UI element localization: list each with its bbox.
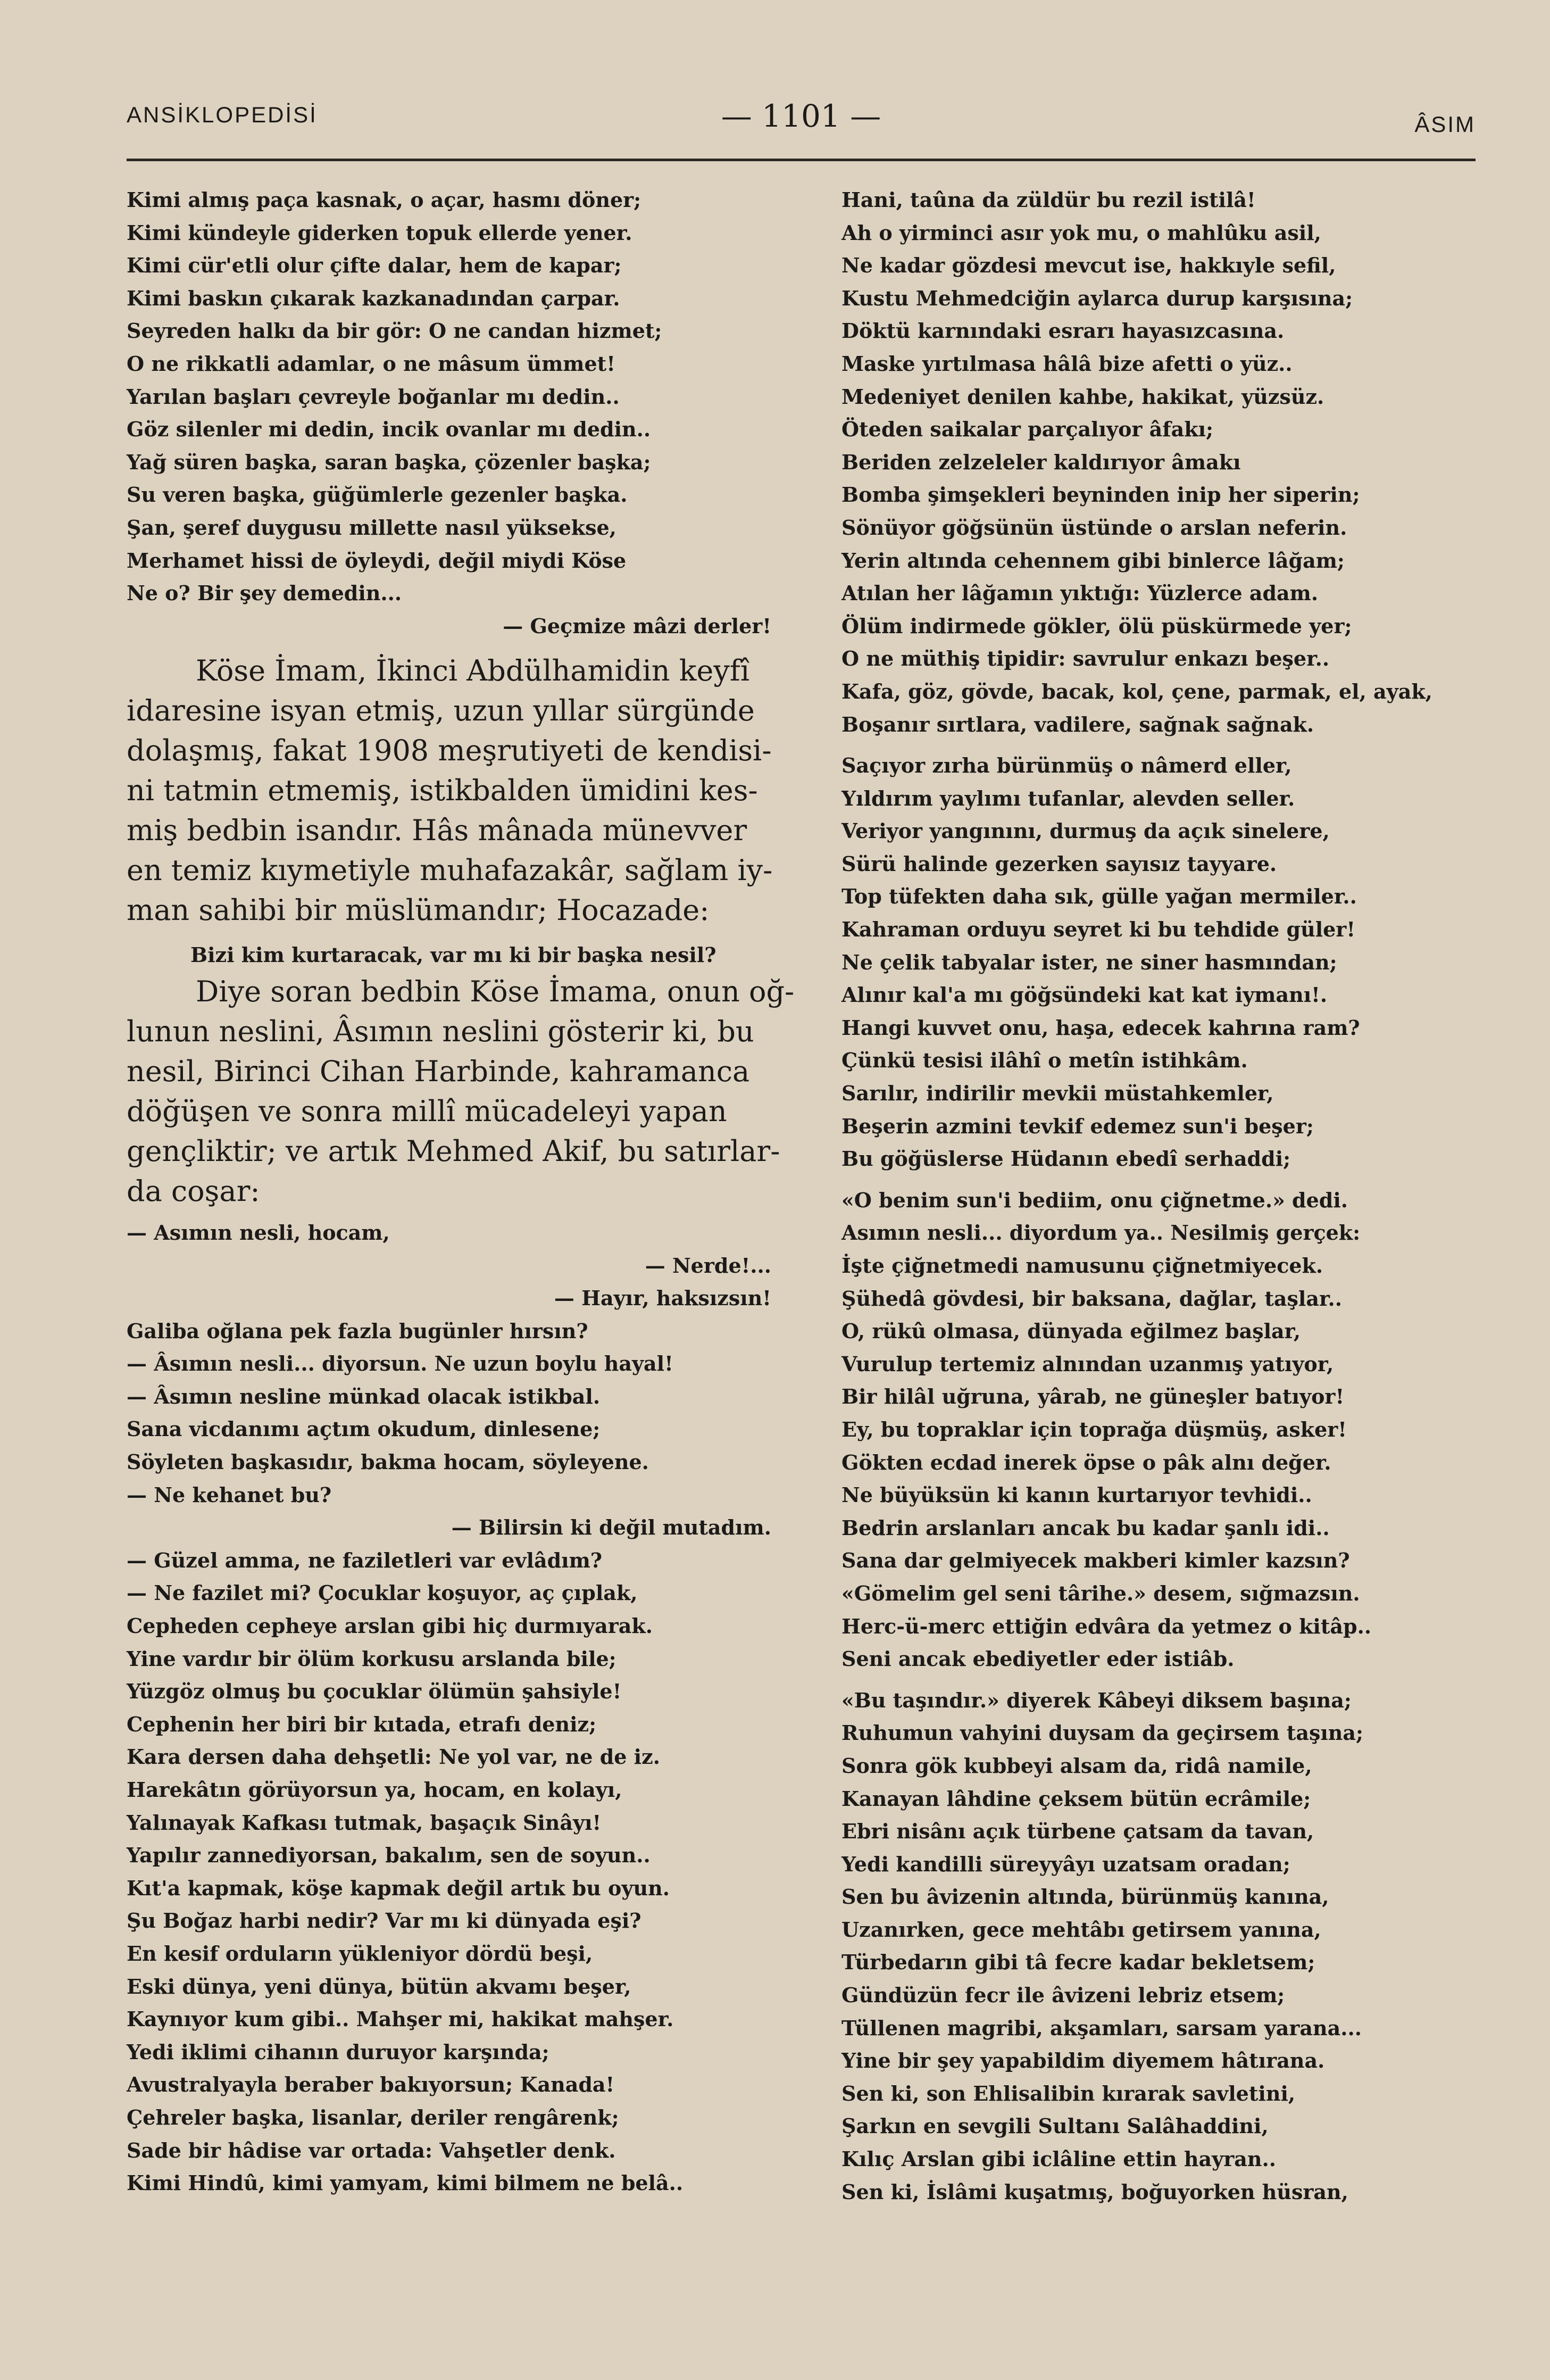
verse-line: Alınır kal'a mı göğsündeki kat kat iymanı!. [841,983,1328,1007]
verse-line: Kahraman orduyu seyret ki bu tehdide güler! [841,917,1356,942]
verse-line: Herc-ü-merc ettiğin edvâra da yetmez o kitâp.. [841,1614,1372,1638]
prose-line: ni tatmin etmemiş, istikbalden ümidini kes- [127,774,758,808]
verse-line: Boşanır sırtlara, vadilere, sağnak sağnak. [841,712,1314,736]
verse-line: O ne rikkatli adamlar, o ne mâsum ümmet! [127,351,615,376]
quote-line: Bizi kim kurtaracak, var mı ki bir başka nesil? [190,943,716,967]
prose-line: döğüşen ve sonra millî mücadeleyi yapan [127,1094,727,1128]
prose-line: en temiz kıymetiyle muhafazakâr, sağlam iy- [127,853,773,888]
verse-line: Vurulup tertemiz alnından uzanmış yatıyor, [841,1351,1334,1376]
verse-line: Yedi iklimi cihanın duruyor karşında; [127,2039,549,2064]
verse-line: Yine vardır bir ölüm korkusu arslanda bile; [127,1646,616,1671]
left-column [127,184,795,2200]
verse-block [841,749,1477,1175]
verse-line: Ey, bu topraklar için toprağa düşmüş, asker! [841,1417,1347,1441]
verse-line: Sana vicdanımı açtım okudum, dinlesene; [127,1417,601,1441]
verse-line: Ne çelik tabyalar ister, ne siner hasmından; [841,950,1337,974]
verse-line: Beriden zelzeleler kaldırıyor âmakı [841,450,1241,474]
verse-line: Kıt'a kapmak, köşe kapmak değil artık bu oyun. [127,1876,670,1900]
verse-line: Avustralyayla beraber bakıyorsun; Kanada! [127,2072,615,2097]
verse-line: Öteden saikalar parçalıyor âfakı; [841,417,1214,442]
verse-line: «Gömelim gel seni târihe.» desem, sığmazsın. [841,1581,1360,1605]
verse-line: Şan, şeref duygusu millette nasıl yüksekse, [127,515,616,540]
verse-line: Yalınayak Kafkası tutmak, başaçık Sinâyı! [127,1810,602,1835]
verse-line: İşte çiğnetmedi namusunu çiğnetmiyecek. [841,1254,1323,1278]
verse-line: Eski dünya, yeni dünya, bütün akvamı beşer, [127,1974,631,1998]
verse-block [127,184,771,610]
prose-line: lunun neslini, Âsımın neslini gösterir ki, bu [127,1014,754,1048]
verse-line: Hangi kuvvet onu, haşa, edecek kahrına ram? [841,1015,1360,1040]
verse-line: Cephenin her biri bir kıtada, etrafı deniz; [127,1712,597,1736]
prose-line: dolaşmış, fakat 1908 meşrutiyeti de kendisi- [127,734,772,768]
verse-line: Kimi kündeyle giderken topuk ellerde yener. [127,220,632,245]
verse-line: Çehreler başka, lisanlar, deriler rengârenk; [127,2105,619,2129]
running-head-left: ANSİKLOPEDİSİ [127,102,318,127]
verse-line: «O benim sun'i bediim, onu çiğnetme.» dedi. [841,1188,1348,1212]
verse-line: Çünkü tesisi ilâhî o metîn istihkâm. [841,1048,1248,1073]
verse-line: Yüzgöz olmuş bu çocuklar ölümün şahsiyle! [127,1679,622,1704]
verse-line: Cepheden cepheye arslan gibi hiç durmıyarak. [127,1614,653,1638]
verse-line: Bomba şimşekleri beyninden inip her siperin; [841,483,1360,507]
verse-line: Ne kadar gözdesi mevcut ise, hakkıyle sefil, [841,253,1336,278]
verse-block [841,184,1477,741]
verse-line: Kimi almış paça kasnak, o açar, hasmı döner; [127,188,641,212]
verse-line: — Âsımın nesline münkad olacak istikbal. [127,1384,601,1408]
prose-line: miş bedbin isandır. Hâs mânada münevver [127,814,747,848]
verse-line: Yine bir şey yapabildim diyemem hâtırana. [841,2049,1325,2073]
prose-line: idaresine isyan etmiş, uzun yıllar sürgünde [127,694,755,728]
verse-line: — Güzel amma, ne faziletleri var evlâdım? [127,1548,603,1572]
verse-line: Bu göğüslerse Hüdanın ebedî serhaddi; [841,1147,1291,1171]
verse-line: Şu Boğaz harbi nedir? Var mı ki dünyada eşi? [127,1909,641,1933]
verse-line: Sade bir hâdise var ortada: Vahşetler denk. [127,2138,616,2162]
verse-line: Sonra gök kubbeyi alsam da, ridâ namile, [841,1753,1312,1778]
prose-line: gençliktir; ve artık Mehmed Akif, bu satırlar- [127,1134,780,1168]
prose-line: nesil, Birinci Cihan Harbinde, kahramanca [127,1054,750,1088]
verse-line: Gündüzün fecr ile âvizeni lebriz etsem; [841,1983,1285,2008]
verse-line: Yarılan başları çevreyle boğanlar mı dedin.. [127,384,620,409]
verse-line: Asımın nesli... diyordum ya.. Nesilmiş gerçek: [841,1221,1361,1245]
verse-line: O ne müthiş tipidir: savrulur enkazı beşer.. [841,646,1330,671]
verse-line: Ölüm indirmede gökler, ölü püskürmede yer; [841,613,1352,638]
verse-line: Yedi kandilli süreyyâyı uzatsam oradan; [841,1852,1290,1876]
verse-line: Kılıç Arslan gibi iclâline ettin hayran.. [841,2147,1276,2171]
verse-line: Yapılır zannediyorsan, bakalım, sen de soyun.. [127,1843,651,1868]
verse-line: Atılan her lâğamın yıktığı: Yüzlerce adam. [841,581,1319,606]
verse-line: En kesif orduların yükleniyor dördü beşi, [127,1941,593,1966]
prose-line: Diye soran bedbin Köse İmama, onun oğ- [196,974,795,1008]
verse-line: Medeniyet denilen kahbe, hakikat, yüzsüz. [841,384,1324,409]
verse-line: Kimi baskın çıkarak kazkanadından çarpar. [127,286,620,310]
prose-paragraph [127,972,795,1211]
verse-line: Döktü karnındaki esrarı hayasızcasına. [841,319,1285,343]
verse-line: Bedrin arslanları ancak bu kadar şanlı idi.. [841,1515,1330,1540]
verse-line: Yerin altında cehennem gibi binlerce lâğam; [841,548,1345,573]
verse-line: Şühedâ gövdesi, bir baksana, dağlar, taşlar.. [841,1286,1342,1311]
verse-line: Beşerin azmini tevkif edemez sun'i beşer; [841,1114,1314,1138]
verse-line: Ne o? Bir şey demedin... [127,581,402,606]
verse-block [841,1684,1477,2209]
verse-line: Gökten ecdad inerek öpse o pâk alnı değer. [841,1450,1331,1474]
verse-line: Top tüfekten daha sık, gülle yağan mermiler.. [841,884,1357,909]
verse-line: Bir hilâl uğruna, yârab, ne güneşler batıyor! [841,1384,1345,1409]
verse-line: — Nerde!... [645,1253,771,1278]
verse-line: — Âsımın nesli... diyorsun. Ne uzun boylu hayal! [127,1351,673,1376]
verse-line: Sen ki, İslâmi kuşatmış, boğuyorken hüsran, [841,2179,1348,2204]
header-rule [127,159,1476,161]
verse-line: O, rükû olmasa, dünyada eğilmez başlar, [841,1319,1301,1344]
verse-line: Maske yırtılmasa hâlâ bize afetti o yüz.. [841,351,1293,376]
verse-line: Seyreden halkı da bir gör: O ne candan hizmet; [127,319,662,343]
verse-line: Kimi cür'etli olur çifte dalar, hem de kapar; [127,253,622,278]
verse-line: Kara dersen daha dehşetli: Ne yol var, ne de iz. [127,1745,660,1769]
verse-line: Yağ süren başka, saran başka, çözenler başka; [127,450,651,474]
verse-line: Saçıyor zırha bürünmüş o nâmerd eller, [841,753,1292,778]
verse-line: Kafa, göz, gövde, bacak, kol, çene, parmak, el, ayak, [841,679,1432,703]
prose-line: Köse İmam, İkinci Abdülhamidin keyfî [196,654,750,688]
verse-line: Seni ancak ebediyetler eder istiâb. [841,1647,1235,1671]
verse-line: Veriyor yangınını, durmuş da açık sinelere, [841,819,1330,843]
verse-line: Sen ki, son Ehlisalibin kırarak savletini, [841,2081,1296,2105]
verse-line: Kanayan lâhdine çeksem bütün ecrâmile; [841,1786,1311,1811]
verse-line: Ah o yirminci asır yok mu, o mahlûku asil, [841,220,1321,245]
verse-block [841,1184,1477,1676]
verse-line: Uzanırken, gece mehtâbı getirsem yanına, [841,1917,1321,1942]
verse-block [127,1216,771,2200]
verse-line: Kaynıyor kum gibi.. Mahşer mi, hakikat mahşer. [127,2007,674,2031]
verse-line: Galiba oğlana pek fazla bugünler hırsın? [127,1318,588,1343]
verse-line: Hani, taûna da züldür bu rezil istilâ! [841,188,1256,212]
verse-line: Sürü halinde gezerken sayısız tayyare. [841,851,1277,876]
verse-line: Kustu Mehmedciğin aylarca durup karşısına; [841,286,1353,310]
verse-line: Şarkın en sevgili Sultanı Salâhaddini, [841,2114,1269,2138]
verse-line: — Asımın nesli, hocam, [127,1220,390,1245]
verse-line: Merhamet hissi de öyleydi, değil miydi Köse [127,548,627,573]
verse-line: — Hayır, haksızsın! [554,1286,771,1311]
verse-line: Türbedarın gibi tâ fecre kadar bekletsem; [841,1950,1315,1975]
verse-line: Tüllenen magribi, akşamları, sarsam yarana... [841,2016,1362,2040]
verse-line: — Geçmize mâzi derler! [503,613,771,638]
verse-line: Su veren başka, güğümlerle gezenler başka. [127,483,628,507]
verse-line: «Bu taşındır.» diyerek Kâbeyi diksem başına; [841,1688,1352,1712]
verse-line: Sana dar gelmiyecek makberi kimler kazsın? [841,1548,1350,1573]
verse-line: Ne büyüksün ki kanın kurtarıyor tevhidi.. [841,1483,1312,1507]
right-column [841,184,1477,2208]
page-number: — 1101 — [721,98,881,134]
verse-line: Ruhumun vahyini duysam da geçirsem taşına; [841,1721,1364,1745]
verse-line: Yıldırım yaylımı tufanlar, alevden seller. [841,786,1295,810]
running-head-right: ÂSIM [1414,112,1476,137]
verse-line: Ebri nisânı açık türbene çatsam da tavan, [841,1819,1314,1844]
prose-line: da coşar: [127,1174,260,1208]
verse-line: Harekâtın görüyorsun ya, hocam, en kolayı, [127,1778,622,1802]
prose-paragraph [127,651,771,930]
verse-line: Sarılır, indirilir mevkii müstahkemler, [841,1081,1274,1106]
verse-line: Söyleten başkasıdır, bakma hocam, söyleyene. [127,1450,649,1474]
verse-line: Kimi Hindû, kimi yamyam, kimi bilmem ne belâ.. [127,2171,684,2195]
verse-line: Göz silenler mi dedin, incik ovanlar mı dedin.. [127,417,651,442]
verse-line: — Bilirsin ki değil mutadım. [451,1515,771,1540]
verse-line: — Ne kehanet bu? [127,1482,332,1507]
page-header [127,90,1476,160]
verse-line: Sen bu âvizenin altında, bürünmüş kanına, [841,1885,1329,1909]
verse-line: — Ne fazilet mi? Çocuklar koşuyor, aç çıplak, [127,1581,638,1605]
verse-line: Sönüyor göğsünün üstünde o arslan neferin. [841,515,1347,540]
prose-line: man sahibi bir müslümandır; Hocazade: [127,893,710,927]
